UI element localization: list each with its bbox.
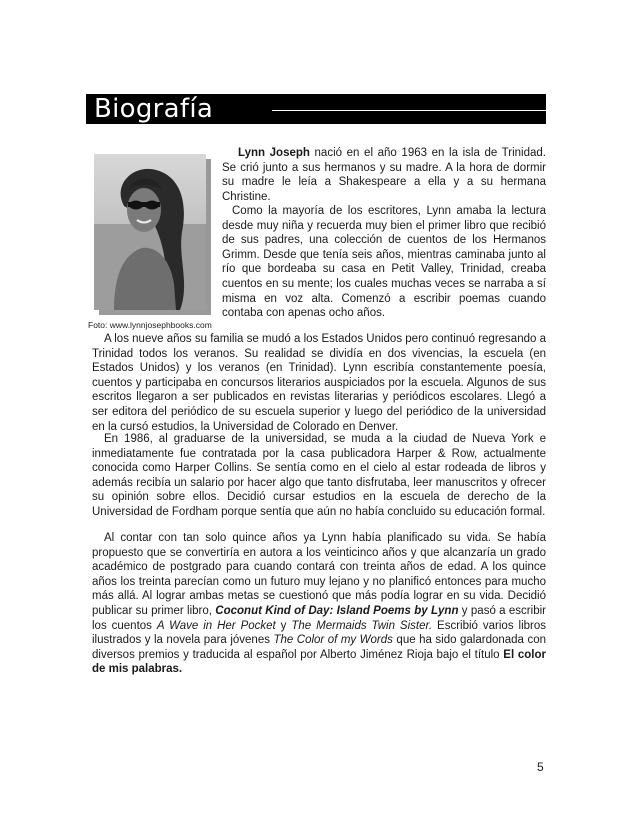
bio-paragraph-5 (92, 531, 546, 677)
author-name: Lynn Joseph (238, 147, 310, 159)
page-number: 5 (537, 760, 544, 774)
book-title: The Color of my Words (273, 634, 393, 647)
bio-paragraph-4: En 1986, al graduarse de la universidad, se muda a la ciudad de Nueva York e inmediatamente fue contratada por la casa publicadora Harper & Row, actualmente conocida como Harper Collins. Se sentía como en el cielo al estar rodeada de libros y además recibía un salario por hacer algo que tanto disfrutaba, leer manuscritos y ofrecer su opinión sobre ellos. Decidió cursar estudios en la escuela de derecho de la Universidad de Fordham porque sentía que aún no había concluido su educación formal. (92, 433, 546, 518)
book-title: A Wave in Her Pocket (156, 619, 276, 632)
author-photo (94, 154, 206, 310)
section-title: Biografía (94, 94, 214, 124)
header-rule (272, 110, 546, 111)
bio-text: y (275, 619, 292, 632)
bio-paragraph-3: A los nueve años su familia se mudó a los Estados Unidos pero continuó regresando a Trinidad todos los veranos. Su realidad se dividía en dos vivencias, la escuela (en Estados Unidos) y los veranos (en Trinidad). Lynn escribía constantemente poesía, cuentos y participaba en concursos literarios auspiciados por la escuela. Algunos de sus escritos llegaron a ser publicados en revistas literarias y periódicos escolares. Llegó a ser editora del periódico de su escuela superior y luego del periódico de la universidad en la cursó estudios, la Universidad de Colorado en Denver. (92, 333, 546, 433)
bio-text: que ha sido galardonada con diversos premios y traducida al español por Alberto Jiménez Rioja bajo el título (92, 634, 546, 661)
bio-text: Al contar con tan solo quince años ya Lynn había planificado su vida. Se había propuesto que se convertiría en autora a los veinticinco años y que alcanzaría un grado académico de postgrado para cuando contará con treinta años de edad. A los quince años los treinta parecían como un futuro muy lejano y no planificó entonces para mucho más allá. Al lograr ambas metas se cuestionó que más podía lograr en su vida. Decidió publicar su primer libro, (92, 532, 546, 617)
bio-text: y pasó a escribir los cuentos (92, 604, 546, 632)
section-header-bar (86, 94, 546, 124)
bio-paragraph-1 (222, 146, 546, 204)
bio-text: Escribió varios libros ilustrados y la novela para jóvenes (92, 619, 546, 647)
author-photo-image (94, 154, 206, 310)
bio-paragraph-2: Como la mayoría de los escritores, Lynn amaba la lectura desde muy niña y recuerda muy bien el primer libro que recibió de sus padres, una colección de cuentos de los Hermanos Grimm. Desde que tenía seis años, mientras caminaba junto al río que bordeaba su casa en Petit Valley, Trinidad, creaba cuentos en su mente; los cuales muchas veces se narraba a sí misma en voz alta. Comenzó a escribir poemas cuando contaba con apenas ocho años. (222, 205, 546, 320)
photo-caption: Foto: www.lynnjosephbooks.com (88, 320, 212, 330)
bio-paragraph-1-text: nació en el año 1963 en la isla de Trinidad. Se crió junto a sus hermanos y su madre. A la hora de dormir su madre le leía a Shakespeare a ella y a su hermana Christine. (222, 147, 546, 203)
book-title: Coconut Kind of Day: Island Poems by Lynn (215, 604, 459, 617)
book-title-translation: El color de mis palabras. (92, 648, 546, 676)
book-title: The Mermaids Twin Sister. (291, 619, 433, 632)
